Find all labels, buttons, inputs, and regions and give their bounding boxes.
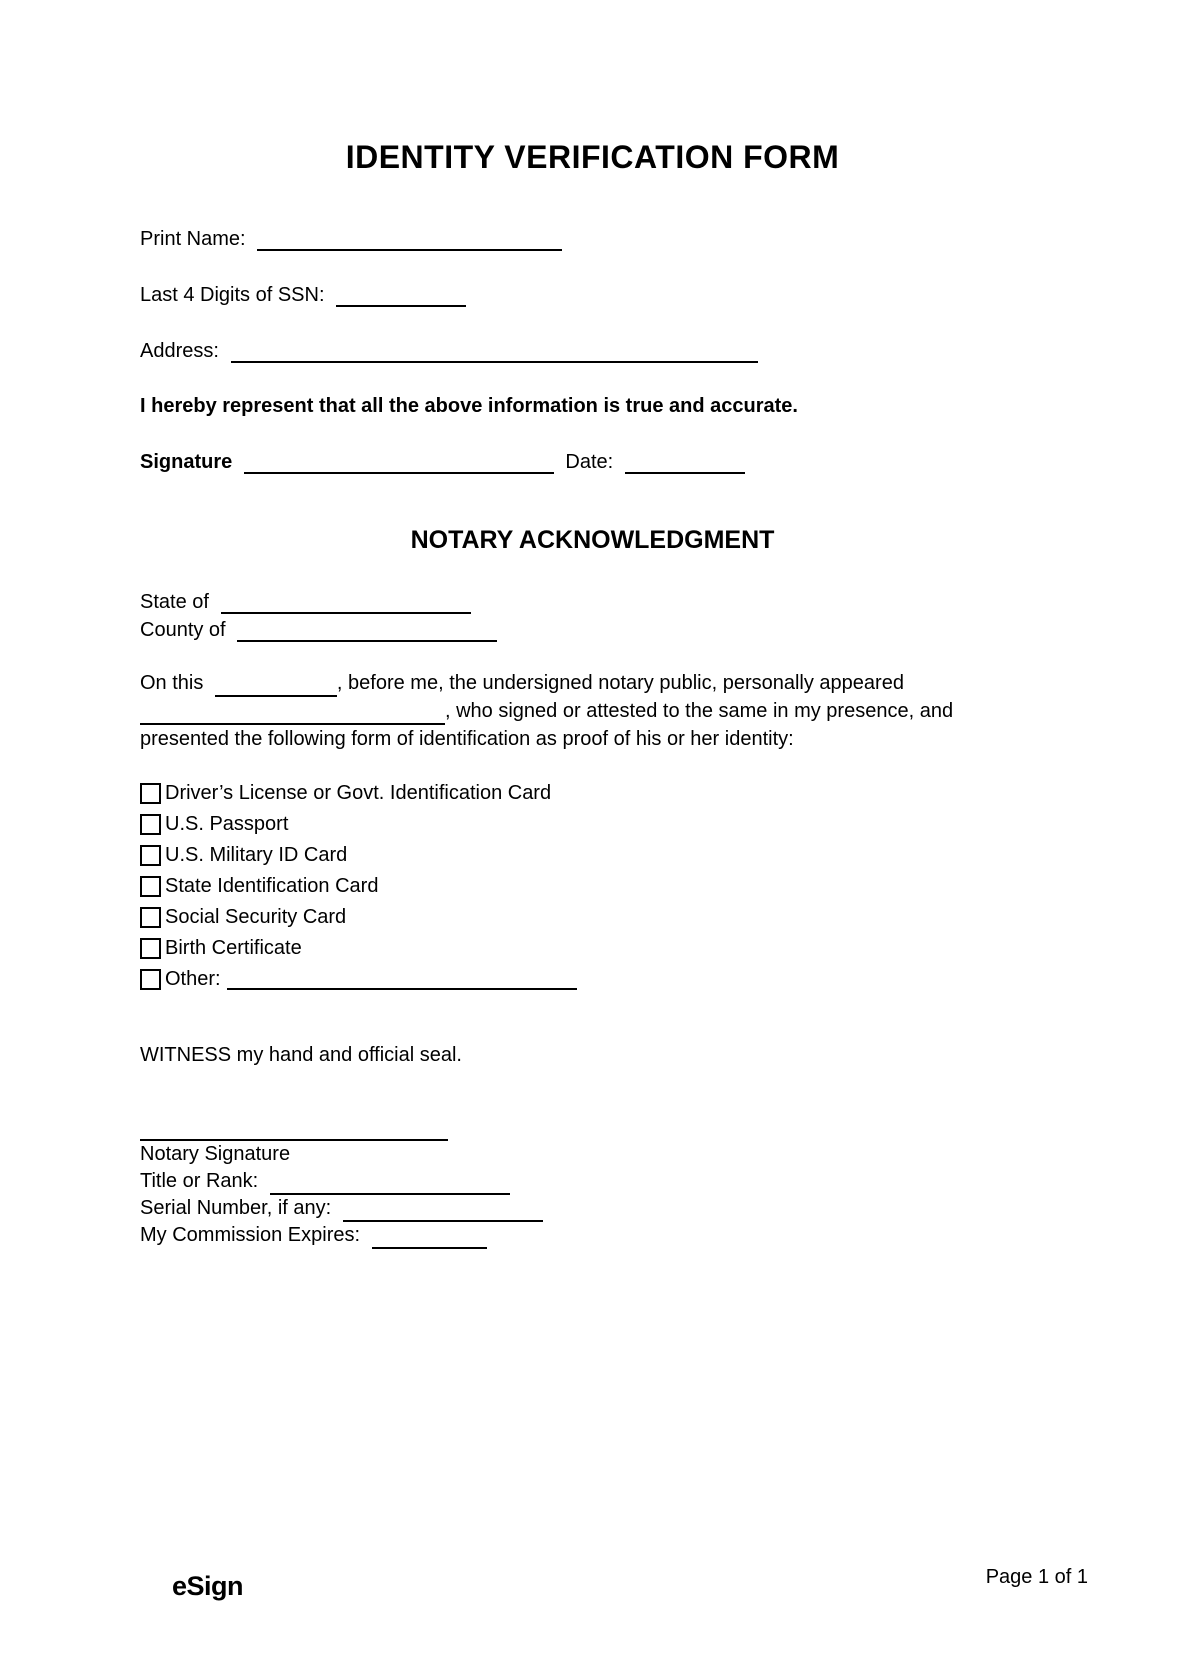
state-blank[interactable] xyxy=(221,594,471,614)
notary-signature-block xyxy=(140,1121,1045,1249)
print-name-label: Print Name: xyxy=(140,228,246,250)
option-label: U.S. Military ID Card xyxy=(165,844,348,866)
list-item xyxy=(140,778,1045,809)
option-label: U.S. Passport xyxy=(165,813,289,835)
list-item xyxy=(140,871,1045,902)
commission-expires-blank[interactable] xyxy=(372,1229,487,1249)
affirmation-statement: I hereby represent that all the above information is true and accurate. xyxy=(140,395,798,417)
esign-logo: eSign xyxy=(172,1571,244,1601)
address-label: Address: xyxy=(140,340,219,362)
title-rank-row xyxy=(140,1168,1045,1195)
checkbox-drivers-license[interactable] xyxy=(140,783,161,804)
title-rank-blank[interactable] xyxy=(270,1175,510,1195)
para-after-date: , before me, the undersigned notary public, personally appeared xyxy=(336,672,904,694)
acknowledgment-date-blank[interactable] xyxy=(215,677,337,697)
commission-expires-label: My Commission Expires: xyxy=(140,1224,361,1246)
para-after-name: , who signed or attested to the same in my presence, and presented the following form of identification as proof of his or her identity: xyxy=(140,700,954,750)
address-blank[interactable] xyxy=(231,343,758,363)
option-label: Social Security Card xyxy=(165,906,347,928)
notary-signature-label: Notary Signature xyxy=(140,1143,291,1165)
list-item xyxy=(140,933,1045,964)
witness-statement: WITNESS my hand and official seal. xyxy=(140,1044,462,1066)
option-label: State Identification Card xyxy=(165,875,379,897)
county-blank[interactable] xyxy=(237,622,497,642)
list-item xyxy=(140,840,1045,871)
list-item xyxy=(140,902,1045,933)
checkbox-birth-certificate[interactable] xyxy=(140,938,161,959)
checkbox-military-id[interactable] xyxy=(140,845,161,866)
serial-number-blank[interactable] xyxy=(343,1202,543,1222)
option-label: Other: xyxy=(165,968,221,990)
notary-signature-blank[interactable] xyxy=(140,1121,448,1141)
signature-label: Signature xyxy=(140,451,233,473)
acknowledgment-paragraph xyxy=(140,669,1045,753)
ssn-blank[interactable] xyxy=(336,287,466,307)
checkbox-state-id[interactable] xyxy=(140,876,161,897)
list-item xyxy=(140,809,1045,840)
serial-number-label: Serial Number, if any: xyxy=(140,1197,332,1219)
address-row xyxy=(140,340,1045,363)
signature-blank[interactable] xyxy=(244,454,554,474)
ssn-label: Last 4 Digits of SSN: xyxy=(140,284,325,306)
notary-heading: NOTARY ACKNOWLEDGMENT xyxy=(410,526,775,554)
list-item xyxy=(140,964,1045,995)
print-name-row xyxy=(140,228,1045,251)
date-blank[interactable] xyxy=(625,454,745,474)
page-indicator: Page 1 of 1 xyxy=(985,1566,1088,1588)
county-row xyxy=(140,619,1045,642)
print-name-blank[interactable] xyxy=(257,231,562,251)
county-label: County of xyxy=(140,619,226,641)
checkbox-other[interactable] xyxy=(140,969,161,990)
checkbox-social-security-card[interactable] xyxy=(140,907,161,928)
checkbox-us-passport[interactable] xyxy=(140,814,161,835)
document-page xyxy=(0,138,1187,1674)
page-title: IDENTITY VERIFICATION FORM xyxy=(345,139,840,175)
date-label: Date: xyxy=(565,451,614,473)
appearer-name-blank[interactable] xyxy=(140,705,445,725)
para-before-date: On this xyxy=(140,672,204,694)
option-label: Driver’s License or Govt. Identification Card xyxy=(165,782,552,804)
identification-options-list xyxy=(140,778,1045,995)
ssn-row xyxy=(140,284,1045,307)
commission-expires-row xyxy=(140,1222,1045,1249)
option-label: Birth Certificate xyxy=(165,937,302,959)
state-label: State of xyxy=(140,591,209,613)
serial-number-row xyxy=(140,1195,1045,1222)
title-rank-label: Title or Rank: xyxy=(140,1170,259,1192)
other-identification-blank[interactable] xyxy=(227,970,577,990)
state-row xyxy=(140,591,1045,614)
signature-row xyxy=(140,451,1045,474)
